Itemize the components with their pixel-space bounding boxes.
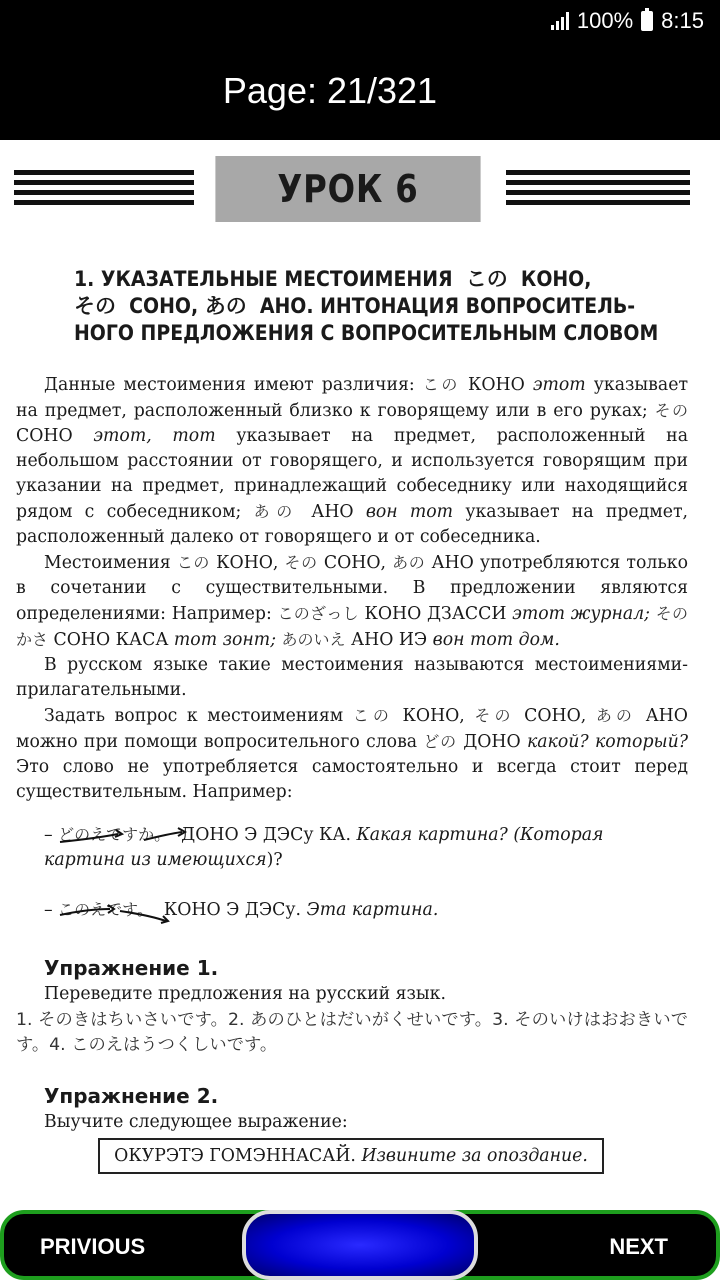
banner-stripes-left: [14, 170, 194, 214]
paragraph-1: Данные местоимения имеют различия: この КОНО этот указывает на предмет, расположенный близко к говорящему или в его руках; その СОНО этот, тот указывает на предмет, расположенный на небольшом расстоянии от говорящего, и используется говорящим при указании на предмет, принадлежащий собеседнику или находящийся рядом с собеседником; あの АНО вон тот указывает на предмет, расположенный далеко от говорящего и от собеседника.: [16, 375, 689, 547]
signal-icon: [551, 12, 569, 30]
lesson-text: [16, 372, 688, 805]
intonation-arrow-icon: [58, 826, 188, 848]
intonation-arrow-2: このえです。: [58, 897, 153, 923]
intonation-arrow-1: どのえですか。: [58, 822, 170, 848]
battery-icon: [641, 11, 653, 31]
exercise-2-task: Выучите следующее выражение:: [44, 1112, 348, 1132]
app-header: [0, 42, 720, 140]
center-menu-button[interactable]: [242, 1210, 478, 1280]
previous-button[interactable]: PRIVIOUS: [40, 1234, 146, 1259]
page-indicator: Page: 21/321: [222, 70, 438, 111]
exercise-2-title: Упражнение 2.: [44, 1084, 219, 1108]
example-1: – どのえですか。 ДОНО Э ДЭСу КА. Какая картина? (Которая картина из имеющихся)?: [44, 822, 688, 873]
exercise-1-text: 1. そのきはちいさいです。2. あのひとはだいがくせいです。3. そのいけはおおきいです。4. このえはうつくしいです。: [16, 1010, 688, 1055]
exercise-1-task: Переведите предложения на русский язык.: [44, 984, 446, 1004]
section-title: 1. УКАЗАТЕЛЬНЫЕ МЕСТОИМЕНИЯ この КОНО, その СОНО, あの АНО. ИНТОНАЦИЯ ВОПРОСИТЕЛЬ- НОГО ПРЕДЛОЖЕНИЯ С ВОПРОСИТЕЛЬНЫМ СЛОВОМ: [74, 267, 659, 345]
status-bar: [0, 0, 720, 42]
exercise-1-title: Упражнение 1.: [44, 956, 219, 980]
lesson-title: УРОК 6: [215, 156, 480, 222]
clock: 8:15: [661, 8, 704, 33]
example-2: – このえです。 КОНО Э ДЭСу. Эта картина.: [44, 897, 688, 923]
paragraph-2: Местоимения この КОНО, その СОНО, あの АНО употребляются только в сочетании с существительными. В предложении являются определениями: Например: このざっし КОНО ДЗАССИ этот журнал; そのかさ СОНО КАСА тот зонт; あのいえ АНО ИЭ вон тот дом.: [16, 553, 689, 650]
banner-stripes-right: [506, 170, 690, 214]
next-button[interactable]: NEXT: [609, 1234, 668, 1259]
intonation-arrow-icon: [58, 901, 178, 925]
phrase-box: ОКУРЭТЭ ГОМЭННАСАЙ. Извините за опоздание.: [98, 1138, 604, 1174]
paragraph-4: Задать вопрос к местоимениям この КОНО, その СОНО, あの АНО можно при помощи вопросительного слова どの ДОНО какой? который? Это слово не употребляется самостоятельно и всегда стоит перед существительным. Например:: [16, 706, 688, 802]
paragraph-3: В русском языке такие местоимения называются местоимениями-прилагательными.: [16, 655, 688, 700]
battery-percent: 100%: [576, 8, 634, 33]
